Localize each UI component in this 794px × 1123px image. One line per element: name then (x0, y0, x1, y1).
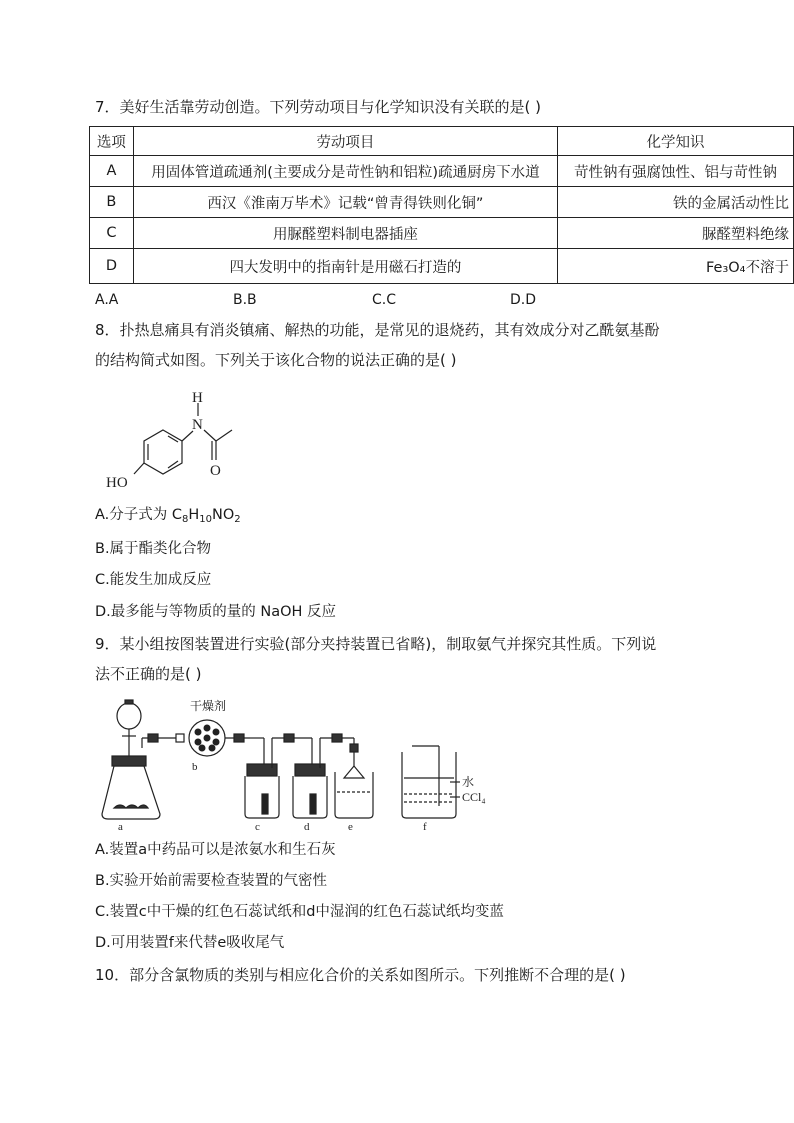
option-a-prefix: A.分子式为 C (95, 507, 183, 523)
table-row (90, 156, 794, 187)
oxygen-label: O (210, 463, 221, 479)
table-header-option: 选项 (90, 127, 134, 156)
table-cell: C (90, 218, 134, 249)
apparatus-d-label: d (304, 821, 310, 830)
q8-stem-line1: 8．扑热息痛具有消炎镇痛、解热的功能，是常见的退烧药，其有效成分对乙酰氨基酚 (95, 321, 660, 339)
ccl4-label: CCl₄ (462, 790, 486, 804)
water-label: 水 (462, 775, 475, 789)
apparatus-c-label: c (255, 821, 260, 830)
q8-stem-line2: 的结构简式如图。下列关于该化合物的说法正确的是( ) (95, 351, 457, 369)
option-a-h-count: 10 (199, 514, 213, 525)
table-header-row (90, 127, 794, 156)
table-cell: 用固体管道疏通剂(主要成分是苛性钠和铝粒)疏通厨房下水道 (133, 156, 557, 187)
table-cell: Fe₃O₄不溶于 (558, 249, 794, 284)
table-row (90, 187, 794, 218)
q9-option-d: D.可用装置f来代替e吸收尾气 (95, 935, 285, 951)
q8-option-d: D.最多能与等物质的量的 NaOH 反应 (95, 604, 337, 620)
q9-option-c: C.装置c中干燥的红色石蕊试纸和d中湿润的红色石蕊试纸均变蓝 (95, 904, 504, 920)
table-cell: 四大发明中的指南针是用磁石打造的 (133, 249, 557, 284)
table-cell: 西汉《淮南万毕术》记载“曾青得铁则化铜” (133, 187, 557, 218)
apparatus-b-label: b (192, 761, 198, 773)
apparatus-e-label: e (348, 821, 353, 830)
hydroxyl-label: HO (106, 475, 128, 491)
table-cell: 铁的金属活动性比 (558, 187, 794, 218)
q8-option-a (95, 505, 241, 530)
apparatus-f-label: f (423, 821, 427, 830)
table-cell: 用脲醛塑料制电器插座 (133, 218, 557, 249)
nitrogen-label: N (192, 417, 203, 433)
table-row (90, 249, 794, 284)
q7-option-c: C.C (372, 292, 397, 308)
table-cell: A (90, 156, 134, 187)
experiment-apparatus (92, 696, 502, 830)
apparatus-a-label: a (118, 821, 123, 830)
q7-option-a: A.A (95, 292, 119, 308)
table-row (90, 218, 794, 249)
table-header-knowledge: 化学知识 (558, 127, 794, 156)
q9-stem-line2: 法不正确的是( ) (95, 665, 202, 683)
q7-stem: 7．美好生活靠劳动创造。下列劳动项目与化学知识没有关联的是( ) (95, 98, 542, 116)
q9-stem-line1: 9．某小组按图装置进行实验(部分夹持装置已省略)，制取氨气并探究其性质。下列说 (95, 635, 657, 653)
desiccant-label: 干燥剂 (190, 699, 227, 713)
q9-option-a: A.装置a中药品可以是浓氨水和生石灰 (95, 842, 336, 858)
option-a-o-count: 2 (234, 514, 241, 525)
table-cell: D (90, 249, 134, 284)
q7-option-b: B.B (233, 292, 257, 308)
option-a-c-count: 8 (182, 514, 189, 525)
hydrogen-label: H (192, 390, 203, 406)
q8-option-c: C.能发生加成反应 (95, 572, 212, 588)
acetaminophen-structure (100, 378, 260, 496)
option-a-no: NO (212, 507, 235, 523)
q8-option-b: B.属于酯类化合物 (95, 541, 212, 557)
table-cell: 脲醛塑料绝缘 (558, 218, 794, 249)
q7-table-clip (0, 120, 794, 290)
q10-stem: 10．部分含氯物质的类别与相应化合价的关系如图所示。下列推断不合理的是( ) (95, 966, 626, 984)
q9-option-b: B.实验开始前需要检查装置的气密性 (95, 873, 328, 889)
q7-table (89, 126, 794, 284)
table-cell: B (90, 187, 134, 218)
q7-option-d: D.D (510, 292, 537, 308)
table-cell: 苛性钠有强腐蚀性、铝与苛性钠 (558, 156, 794, 187)
table-header-project: 劳动项目 (133, 127, 557, 156)
option-a-h: H (188, 507, 200, 523)
